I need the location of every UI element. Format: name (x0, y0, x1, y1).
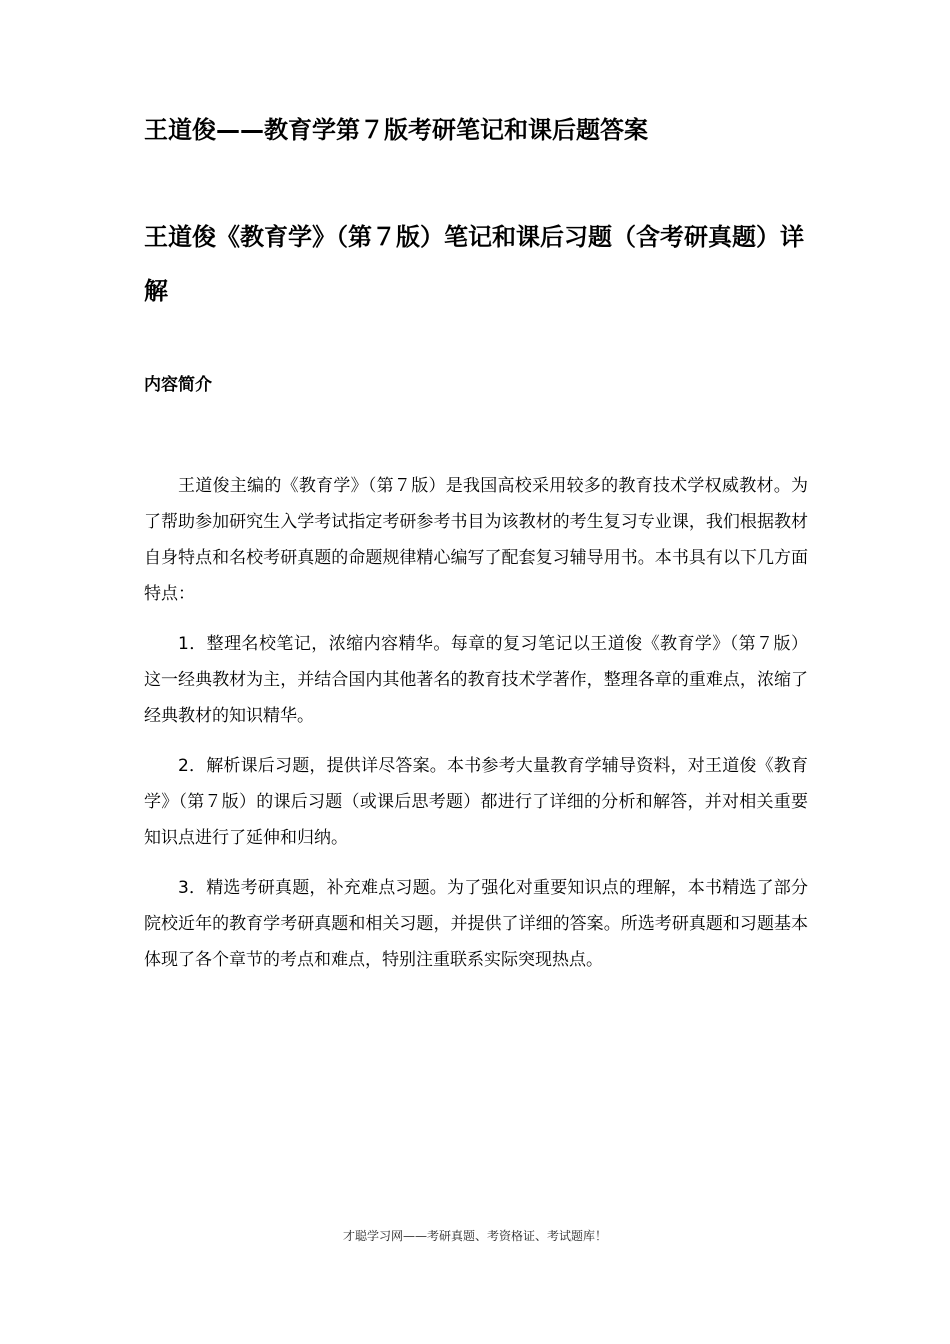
intro-paragraph: 王道俊主编的《教育学》（第７版）是我国高校采用较多的教育技术学权威教材。为了帮助参加研究生入学考试指定考研参考书目为该教材的考生复习专业课，我们根据教材自身特点和名校考研真题的命题规律精心编写了配套复习辅导用书。本书具有以下几方面特点： (144, 476, 808, 604)
document-subtitle: 王道俊《教育学》（第７版）笔记和课后习题（含考研真题）详解 (144, 223, 804, 305)
page-footer: 才聪学习网——考研真题、考资格证、考试题库！ (342, 1229, 607, 1243)
feature-paragraph-3: 3．精选考研真题，补充难点习题。为了强化对重要知识点的理解，本书精选了部分院校近年的教育学考研真题和相关习题，并提供了详细的答案。所选考研真题和习题基本体现了各个章节的考点和难点，特别注重联系实际突现热点。 (144, 878, 808, 970)
feature-paragraph-2: 2．解析课后习题，提供详尽答案。本书参考大量教育学辅导资料，对王道俊《教育学》（第７版）的课后习题（或课后思考题）都进行了详细的分析和解答，并对相关重要知识点进行了延伸和归纳。 (144, 756, 808, 848)
feature-paragraph-1: 1．整理名校笔记，浓缩内容精华。每章的复习笔记以王道俊《教育学》（第７版）这一经典教材为主，并结合国内其他著名的教育技术学著作，整理各章的重难点，浓缩了经典教材的知识精华。 (144, 634, 808, 726)
document-title: 王道俊——教育学第７版考研笔记和课后题答案 (144, 116, 648, 144)
body-text (144, 468, 808, 992)
section-heading: 内容简介 (144, 375, 212, 395)
